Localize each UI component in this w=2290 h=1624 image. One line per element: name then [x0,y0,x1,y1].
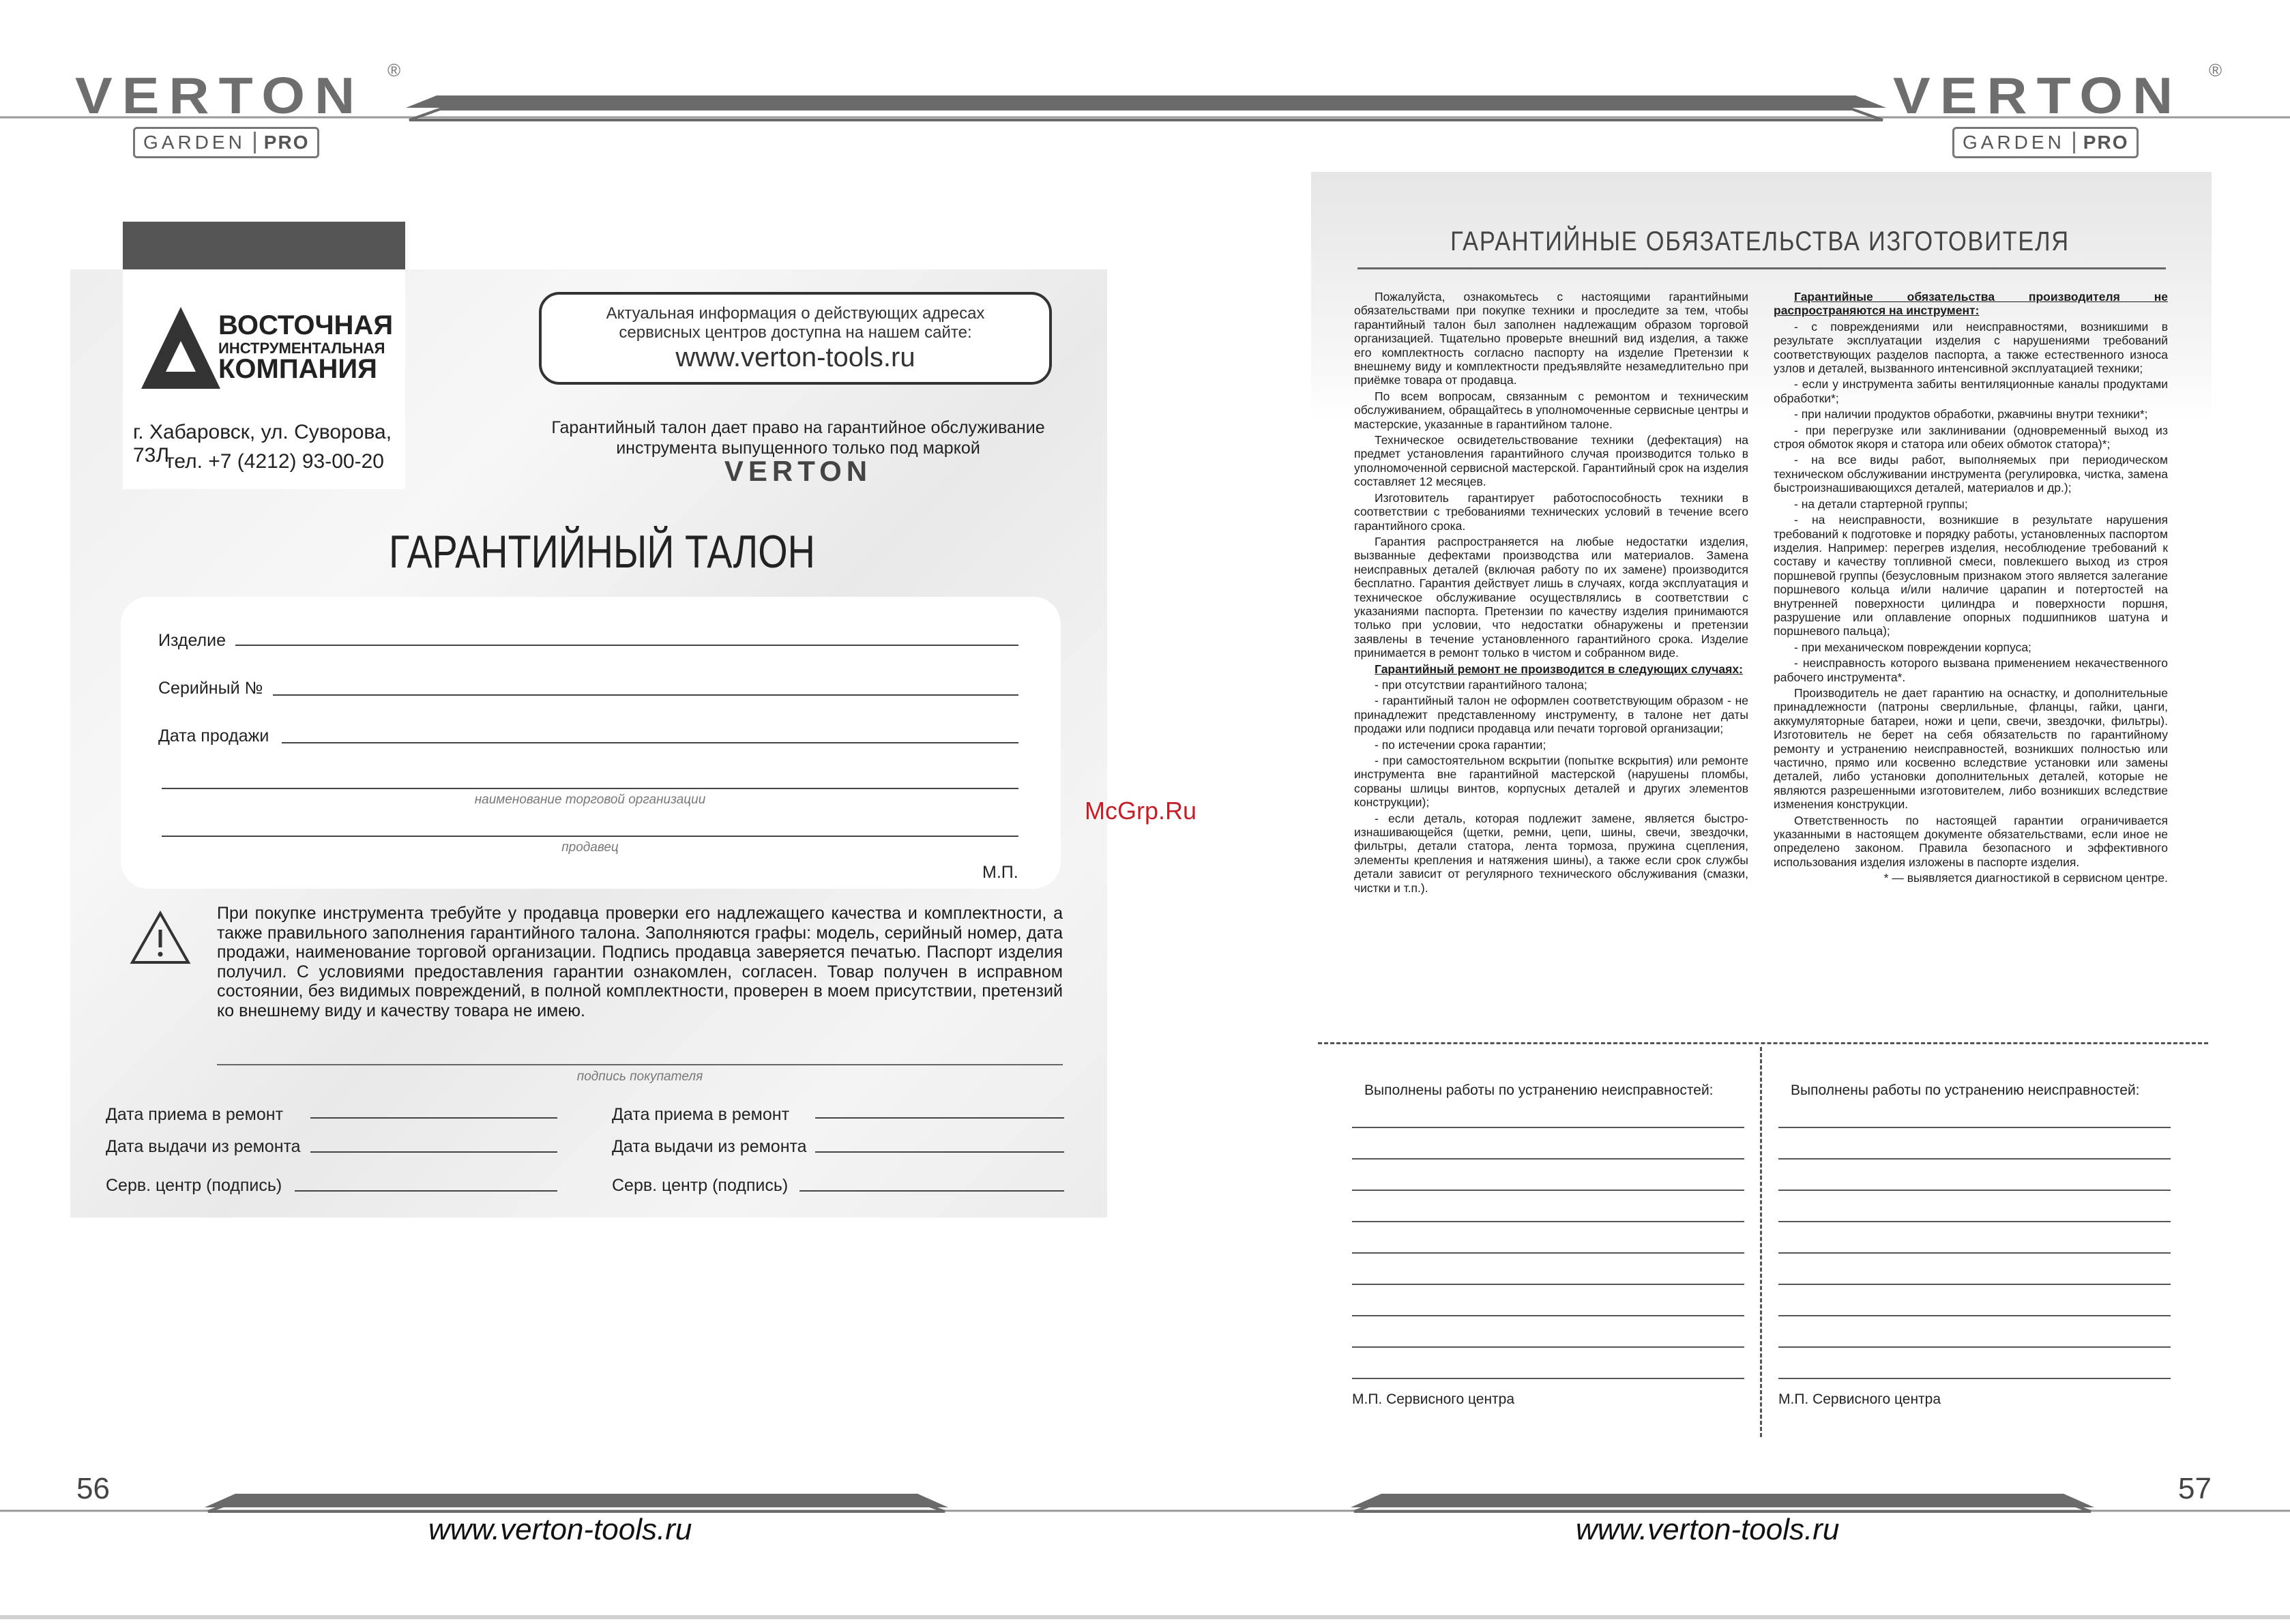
terms-column-2 [1774,290,2168,887]
terms-paragraph: По всем вопросам, связанным с ремонтом и техническим обслуживанием, обращайтесь в уполномоченные сервисные центры и мастерские, указанные в гарантийном талоне. [1354,389,1748,431]
terms-paragraph: Ответственность по настоящей гарантии ограничивается указанными в настоящем документе обязательствами, если иное не определено законом. Правила безопасного и эффективного использования изделия изложены в паспорте изделия. [1774,813,2168,869]
footer-url-left[interactable]: www.verton-tools.ru [428,1513,692,1546]
notice-text: При покупке инструмента требуйте у продавца проверки его надлежащего качества и комплектности, а также правильного заполнения гарантийного талона. Заполняются графы: модель, серийный номер, дата продажи, наименование торговой организации. Подпись продавца заверяется печатью. Паспорт изделия получил. С условиями предоставления гарантии ознакомлен, согласен. Товар получен в исправном состоянии, без видимых повреждений, в полной комплектности, проверен в моем присутствии, претензий ко внешнему виду и качеству товара не имею. [217,904,1063,1020]
exclusion-item: - по истечении срока гарантии; [1375,737,1546,752]
work-line-field[interactable] [1352,1190,1744,1191]
work-line-field[interactable] [1352,1158,1744,1160]
work-line-field[interactable] [1352,1315,1744,1316]
org-field[interactable] [162,788,1018,789]
exclusion-item: - гарантийный талон не оформлен соответствующим образом - не принадлежит представленному инструменту, в талоне нет даты продажи или подписи продавца или печати торговой организации; [1354,694,1748,736]
not-covered-item: - неисправность которого вызвана применением некачественного рабочего инструмента*. [1774,656,2168,684]
works-title-left: Выполнены работы по устранению неисправностей: [1364,1082,1714,1098]
verton-mark: VERTON [724,455,872,487]
not-covered-item: - при механическом повреждении корпуса; [1794,640,2031,654]
terms-paragraph: Пожалуйста, ознакомьтесь с настоящими гарантийными обязательствами при покупке техники и проследите за тем, чтобы гарантийный талон был заполнен надлежащим образом торговой организацией. Тщательно проверьте внешний вид изделия, а также его комплектность согласно паспорту на изделие Претензии к внешнему виду и комплектности предъявляйте незамедлительно при приёмке товара от продавца. [1354,290,1748,387]
work-line-field[interactable] [1352,1346,1744,1348]
work-line-field[interactable] [1778,1346,2171,1348]
product-field[interactable] [235,645,1018,646]
works-title-right: Выполнены работы по устранению неисправностей: [1791,1082,2140,1098]
cut-line-horizontal [1318,1042,2208,1044]
registered-mark: ® [387,60,401,80]
cut-line-vertical [1760,1047,1762,1437]
serial-field[interactable] [273,694,1018,696]
brand-logo-left: VERTON [75,67,365,125]
bottom-rule [0,1615,2290,1619]
garden-pro-badge-right [1952,127,2139,158]
page-number-right: 57 [2178,1472,2212,1505]
work-line-field[interactable] [1352,1284,1744,1285]
company-name-1: ВОСТОЧНАЯ [218,310,394,340]
terms-column-1 [1354,290,1748,897]
work-line-field[interactable] [1778,1127,2171,1128]
work-line-field[interactable] [1778,1221,2171,1222]
not-covered-heading: Гарантийные обязательства производителя не распространяются на инструмент: [1774,290,2168,318]
warning-icon [130,911,191,965]
service-center-field[interactable] [799,1190,1064,1192]
repair-received-label: Дата приема в ремонт [106,1105,284,1124]
work-line-field[interactable] [1778,1378,2171,1379]
org-caption: наименование торговой организации [474,793,706,807]
work-line-field[interactable] [1778,1190,2171,1191]
stamp-label: М.П. [982,863,1018,882]
repair-issued-field[interactable] [815,1151,1064,1153]
terms-paragraph: Изготовитель гарантирует работоспособность техники в соответствии с требованиями технических условий в течение всего гарантийного срока. [1354,490,1748,533]
garden-label: GARDEN [1963,132,2065,153]
work-line-field[interactable] [1778,1315,2171,1316]
buyer-signature-field[interactable] [217,1064,1063,1065]
repair-received-label: Дата приема в ремонт [612,1105,790,1124]
sale-date-label: Дата продажи [158,726,269,745]
exclusion-item: - при отсутствии гарантийного талона; [1375,677,1587,692]
work-line-field[interactable] [1778,1252,2171,1254]
not-covered-item: - если у инструмента забиты вентиляционные каналы продуктами обработки*; [1774,377,2168,405]
terms-paragraph: Гарантия распространяется на любые недостатки изделия, вызванные дефектами производства или материалов. Замена неисправных деталей (включая работу по их замене) производится бесплатно. Гарантия действует лишь в случаях, когда эксплуатация и техническое обслуживание осуществлялись в соответствии с указаниями паспорта. Претензии по качеству изделия принимаются только при условии, что недостатки обнаружены и претензии заявлены в течение установленного гарантийного срока. Изделие принимается в ремонт только в чистом и собранном виде. [1354,534,1748,660]
not-covered-item: - на неисправности, возникшие в результате нарушения требований к подготовке и порядку работы, установленных паспортом изделия. Например: перегрев изделия, несоблюдение требований к составу и качеству топливной смеси, повлекшего выход из строя поршневой группы (безусловным признаком этого является залегание поршневого кольца и/или наличие царапин и потертостей на внутренней поверхности цилиндра и поверхности поршня, разрушение или оплавление опорных подшипников шатуна и поршневого пальца); [1774,513,2168,638]
service-stamp-left: М.П. Сервисного центра [1352,1391,1515,1407]
brand-logo-right: VERTON [1893,67,2183,125]
company-name-2: ИНСТРУМЕНТАЛЬНАЯ [218,340,385,357]
exclusion-item: - если деталь, которая подлежит замене, является быстро-изнашивающейся (щетки, ремни, цепи, шины, свечи, звездочки, фильтры, детали статора, лента тормоза, пружина сцепления, элементы крепления и натяжения шины), а также если срок службы детали зависит от регулярного технического обслуживания (смазки, чистки и т.п.). [1354,811,1748,895]
garden-pro-badge-left [133,127,319,158]
terms-paragraph: Техническое освидетельствование техники (дефектация) на предмет установления гарантийного случая производится только в уполномоченной сервисной мастерской. Гарантийный срок на изделия составляет 12 месяцев. [1354,433,1748,489]
service-info-box [539,292,1052,385]
watermark: McGrp.Ru [1085,797,1197,825]
terms-title: ГАРАНТИЙНЫЕ ОБЯЗАТЕЛЬСТВА ИЗГОТОВИТЕЛЯ [1450,226,2070,256]
registered-mark: ® [2209,60,2222,80]
title-underline [1357,267,2166,269]
warranty-right-line2: инструмента выпущенного только под маркой [616,439,980,458]
company-phone: тел. +7 (4212) 93-00-20 [165,450,384,473]
warranty-right-text [518,417,1078,487]
pro-label: PRO [2073,132,2137,153]
page-title: ГАРАНТИЙНЫЙ ТАЛОН [389,526,815,578]
garden-label: GARDEN [143,132,246,153]
info-line-2: сервисных центров доступна на нашем сайте: [619,323,972,342]
exclusions-heading: Гарантийный ремонт не производится в следующих случаях: [1375,662,1743,676]
seller-caption: продавец [561,840,619,855]
not-covered-item: - при наличии продуктов обработки, ржавчины внутри техники*; [1794,407,2148,422]
dark-tab [123,222,405,269]
work-line-field[interactable] [1778,1284,2171,1285]
product-label: Изделие [158,631,226,650]
company-triangle-icon [140,304,222,392]
work-line-field[interactable] [1352,1221,1744,1222]
repair-received-field[interactable] [310,1117,557,1119]
info-url-link[interactable]: www.verton-tools.ru [675,342,915,372]
work-line-field[interactable] [1352,1378,1744,1379]
footnote: * — выявляется диагностикой в сервисном центре. [1883,871,2168,885]
serial-label: Серийный № [158,679,263,698]
repair-issued-field[interactable] [310,1151,557,1153]
not-covered-item: - на детали стартерной группы; [1794,497,1968,511]
company-address: г. Хабаровск, ул. Суворова, 73Л [133,421,392,467]
warranty-right-line1: Гарантийный талон дает право на гарантийное обслуживание [551,418,1045,437]
service-center-label: Серв. центр (подпись) [612,1176,789,1195]
repair-issued-label: Дата выдачи из ремонта [612,1137,807,1156]
work-line-field[interactable] [1352,1252,1744,1254]
terms-paragraph: Производитель не дает гарантию на оснастку, и дополнительные принадлежности (патроны сверлильные, фланцы, гайки, цанги, аккумуляторные батареи, ножи и цепи, свечи, звездочки, фильтры). Изготовитель не берет на себя обязательств по гарантийному ремонту и устранению неисправностей, возникших полностью или частично, прямо или косвенно вследствие установки или замены деталей, либо установки дополнительных деталей, которые не являются разрешенными изготовителем, либо возникших вследствие изменения конструкции. [1774,685,2168,812]
not-covered-item: - с повреждениями или неисправностями, возникшими в результате эксплуатации изделия с нарушениями требований соответствующих разделов паспорта, а также естественного износа узлов и деталей, вызванного интенсивной эксплуатацией техники; [1774,319,2168,376]
work-line-field[interactable] [1352,1127,1744,1128]
service-center-label: Серв. центр (подпись) [106,1176,282,1195]
repair-received-field[interactable] [815,1117,1064,1119]
not-covered-item: - при перегрузке или заклинивании (одновременный выход из строя обмоток якоря и статора или обеих обмоток статора)*; [1774,423,2168,452]
work-line-field[interactable] [1778,1158,2171,1160]
page-number-left: 56 [76,1472,110,1505]
service-center-field[interactable] [295,1190,557,1192]
buyer-caption: подпись покупателя [576,1069,703,1084]
service-stamp-right: М.П. Сервисного центра [1778,1391,1941,1407]
footer-ornament [0,1466,2290,1521]
seller-field[interactable] [162,836,1018,837]
repair-issued-label: Дата выдачи из ремонта [106,1137,301,1156]
pro-label: PRO [254,132,318,153]
company-name-3: КОМПАНИЯ [218,354,377,384]
footer-url-right[interactable]: www.verton-tools.ru [1576,1513,1840,1546]
exclusion-item: - при самостоятельном вскрытии (попытке вскрытия) или ремонте инструмента вне гарантийной мастерской (нарушены пломбы, сорваны шлицы винтов, корпусных деталей и других элементов конструкции); [1354,754,1748,810]
company-card [123,269,405,489]
info-line-1: Актуальная информация о действующих адресах [606,304,985,323]
not-covered-item: - на все виды работ, выполняемых при периодическом техническом обслуживании инструмента (регулировка, чистка, замена быстроизнашивающихся деталей, материалов и др.); [1774,453,2168,495]
sale-date-field[interactable] [282,742,1018,743]
